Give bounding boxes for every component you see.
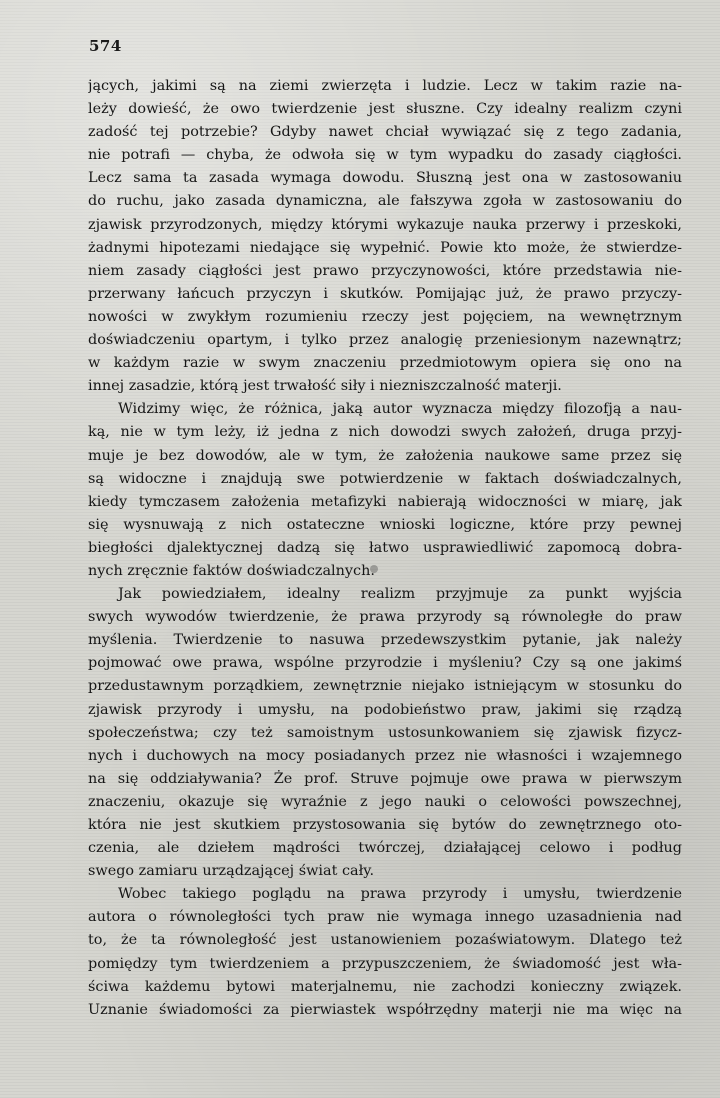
text-line: na się oddziaływania? Że prof. Struve pojmuje owe prawa w pierwszym: [88, 770, 682, 787]
page-number: 574: [89, 37, 122, 55]
text-line: muje je bez dowodów, ale w tym, że założenia naukowe same przez się: [88, 447, 682, 464]
text-line: biegłości djalektycznej dadzą się łatwo usprawiedliwić zapomocą dobra-: [88, 539, 682, 556]
paragraph-start-line: Wobec takiego poglądu na prawa przyrody i umysłu, twierdzenie: [118, 886, 682, 903]
text-line: się wysnuwają z nich ostateczne wnioski logiczne, które przy pewnej: [88, 516, 682, 533]
text-line: która nie jest skutkiem przystosowania się bytów do zewnętrznego oto-: [88, 817, 682, 833]
text-line: pojmować owe prawa, wspólne przyrodzie i myśleniu? Czy są one jakimś: [88, 655, 682, 672]
text-line: nowości w zwykłym rozumieniu rzeczy jest pojęciem, na wewnętrznym: [88, 308, 682, 325]
text-line: czenia, ale dziełem mądrości twórczej, działającej celowo i podług: [88, 840, 682, 857]
paragraph-start-line: Widzimy więc, że różnica, jaką autor wyznacza między filozofją a nau-: [118, 401, 682, 418]
text-line: do ruchu, jako zasada dynamiczna, ale fałszywa zgoła w zastosowaniu do: [88, 193, 682, 210]
text-line: zjawisk przyrody i umysłu, na podobieństwo praw, jakimi się rządzą: [88, 701, 682, 718]
text-line: przerwany łańcuch przyczyn i skutków. Pomijając już, że prawo przyczy-: [88, 285, 682, 302]
text-line: nych i duchowych na mocy posiadanych przez nie własności i wzajemnego: [88, 747, 682, 764]
text-line: doświadczeniu opartym, i tylko przez analogię przeniesionym nazewnątrz;: [88, 332, 682, 349]
text-line: ką, nie w tym leży, iż jedna z nich dowodzi swych założeń, druga przyj-: [88, 424, 682, 441]
text-line: zjawisk przyrodzonych, między którymi wykazuje nauka przerwy i przeskoki,: [88, 216, 682, 233]
text-line: Lecz sama ta zasada wymaga dowodu. Słuszną jest ona w zastosowaniu: [88, 170, 682, 187]
text-line: niem zasady ciągłości jest prawo przyczynowości, które przedstawia nie-: [88, 262, 682, 279]
text-line: społeczeństwa; czy też samoistnym ustosunkowaniem się zjawisk fizycz-: [88, 724, 682, 741]
text-line: swych wywodów twierdzenie, że prawa przyrody są równoległe do praw: [88, 609, 682, 626]
text-line: kiedy tymczasem założenia metafizyki nabierają widoczności w miarę, jak: [88, 493, 682, 510]
text-line: są widoczne i znajdują swe potwierdzenie w faktach doświadczalnych,: [88, 470, 682, 487]
paragraph-start-line: Jak powiedziałem, idealny realizm przyjmuje za punkt wyjścia: [118, 586, 682, 603]
text-line: w każdym razie w swym znaczeniu przedmiotowym opiera się ono na: [88, 355, 682, 372]
text-line: autora o równoległości tych praw nie wymaga innego uzasadnienia nad: [88, 909, 682, 926]
text-line: przedustawnym porządkiem, zewnętrznie niejako istniejącym w stosunku do: [88, 678, 682, 695]
text-line: leży dowieść, że owo twierdzenie jest słuszne. Czy idealny realizm czyni: [88, 101, 682, 118]
text-line: jących, jakimi są na ziemi zwierzęta i ludzie. Lecz w takim razie na-: [88, 78, 682, 94]
text-line: żadnymi hipotezami niedające się wypełnić. Powie kto może, że stwierdze-: [88, 239, 682, 256]
text-line: pomiędzy tym twierdzeniem a przypuszczeniem, że świadomość jest wła-: [88, 955, 682, 972]
text-line: Uznanie świadomości za pierwiastek współrzędny materji nie ma więc na: [88, 1001, 682, 1018]
text-line: ściwa każdemu bytowi materjalnemu, nie zachodzi konieczny związek.: [88, 978, 682, 995]
body-text: [88, 75, 682, 1022]
text-line: znaczeniu, okazuje się wyraźnie z jego nauki o celowości powszechnej,: [88, 793, 682, 810]
text-line: swego zamiaru urządzającej świat cały.: [88, 863, 375, 880]
text-line: myślenia. Twierdzenie to nasuwa przedewszystkim pytanie, jak należy: [88, 632, 682, 649]
text-line: nie potrafi — chyba, że odwoła się w tym wypadku do zasady ciągłości.: [88, 147, 682, 164]
text-line: zadość tej potrzebie? Gdyby nawet chciał wywiązać się z tego zadania,: [88, 124, 682, 141]
text-line: to, że ta równoległość jest ustanowieniem pozaświatowym. Dlatego też: [88, 932, 682, 949]
text-line: innej zasadzie, którą jest trwałość siły i niezniszczalność materji.: [88, 378, 562, 395]
text-line: nych zręcznie faktów doświadczalnych.: [88, 562, 375, 579]
